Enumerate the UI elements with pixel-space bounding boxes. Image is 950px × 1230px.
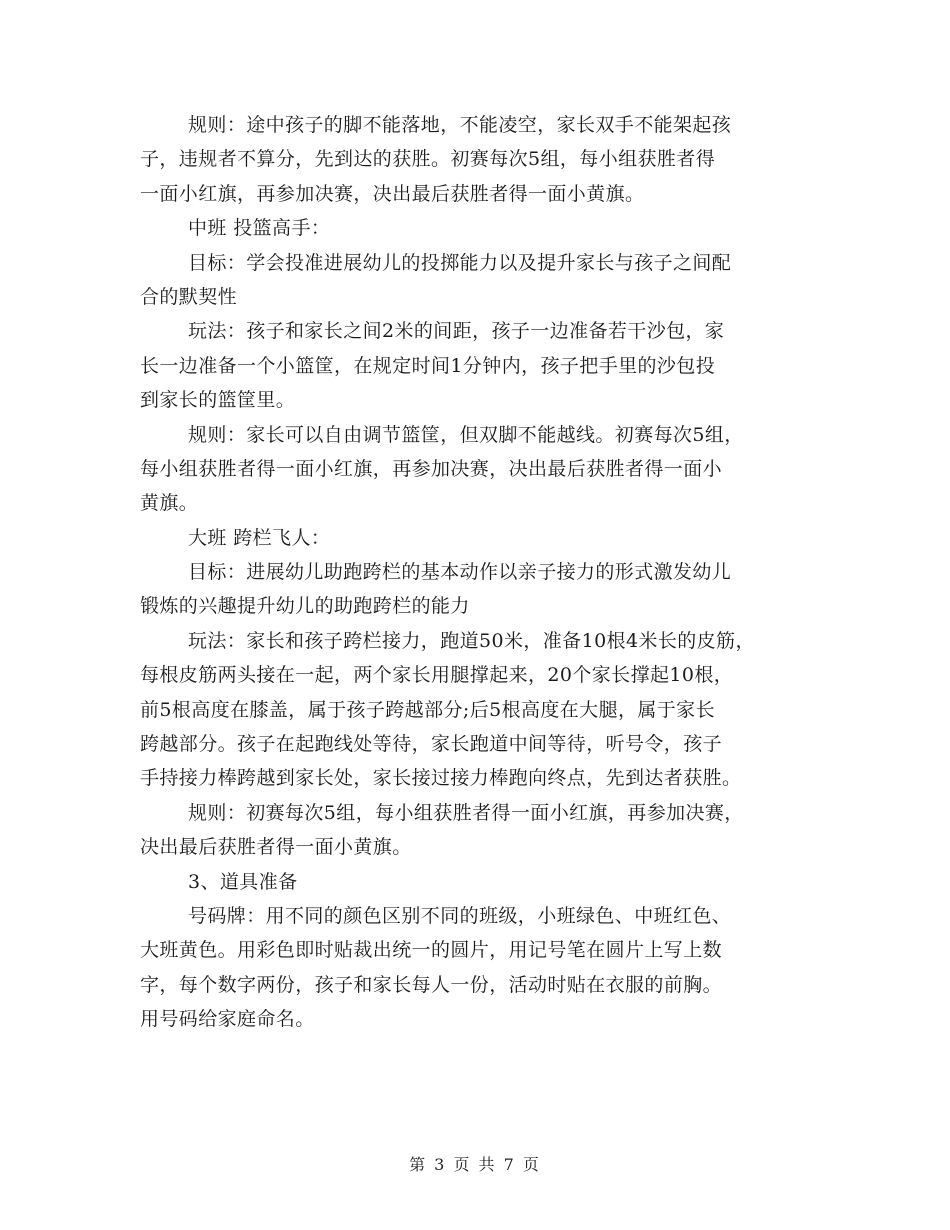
document-body <box>140 108 840 1037</box>
section-heading: 3、道具准备 <box>188 870 298 893</box>
paragraph-line: 每小组获胜者得一面小红旗，再参加决赛，决出最后获胜者得一面小 <box>140 457 723 480</box>
paragraph-line: 目标：学会投准进展幼儿的投掷能力以及提升家长与孩子之间配 <box>188 251 732 274</box>
paragraph-line: 每根皮筋两头接在一起，两个家长用腿撑起来，20个家长撑起10根， <box>140 664 734 687</box>
paragraph-line: 长一边准备一个小篮筐，在规定时间1分钟内，孩子把手里的沙包投 <box>140 354 716 377</box>
page-number-footer: 第 3 页 共 7 页 <box>409 1155 541 1174</box>
paragraph-line: 字，每个数字两份，孩子和家长每人一份，活动时贴在衣服的前胸。 <box>140 973 723 996</box>
paragraph-line: 决出最后获胜者得一面小黄旗。 <box>140 836 412 859</box>
paragraph-line: 手持接力棒跨越到家长处，家长接过接力棒跑向终点，先到达者获胜。 <box>140 767 742 790</box>
paragraph-line: 锻炼的兴趣提升幼儿的助跑跨栏的能力 <box>140 595 470 618</box>
paragraph-line: 目标：进展幼儿助跑跨栏的基本动作以亲子接力的形式激发幼儿 <box>188 561 732 584</box>
paragraph-line: 子，违规者不算分，先到达的获胜。初赛每次5组，每小组获胜者得 <box>140 148 716 171</box>
paragraph-line: 规则：途中孩子的脚不能落地，不能凌空，家长双手不能架起孩 <box>188 114 732 136</box>
paragraph-line: 用号码给家庭命名。 <box>140 1008 315 1031</box>
paragraph-line: 规则：家长可以自由调节篮筐，但双脚不能越线。初赛每次5组， <box>188 423 744 446</box>
paragraph-line: 合的默契性 <box>140 285 238 308</box>
paragraph-line: 黄旗。 <box>140 492 199 515</box>
paragraph-line: 玩法：孩子和家长之间2米的间距，孩子一边准备若干沙包，家 <box>188 320 725 343</box>
paragraph-line: 到家长的篮筐里。 <box>140 389 296 412</box>
paragraph-line: 玩法：家长和孩子跨栏接力，跑道50米，准备10根4米长的皮筋， <box>188 629 755 652</box>
paragraph-line: 跨越部分。孩子在起跑线处等待，家长跑道中间等待，听号令，孩子 <box>140 733 723 756</box>
paragraph-line: 前5根高度在膝盖，属于孩子跨越部分;后5根高度在大腿，属于家长 <box>140 698 715 721</box>
section-heading: 大班 跨栏飞人： <box>188 526 331 549</box>
section-heading: 中班 投篮高手： <box>188 217 331 240</box>
paragraph-line: 规则：初赛每次5组，每小组获胜者得一面小红旗，再参加决赛， <box>188 801 744 824</box>
paragraph-line: 大班黄色。用彩色即时贴裁出统一的圆片，用记号笔在圆片上写上数 <box>140 939 723 962</box>
paragraph-line: 号码牌：用不同的颜色区别不同的班级，小班绿色、中班红色、 <box>188 904 732 927</box>
paragraph-line: 一面小红旗，再参加决赛，决出最后获胜者得一面小黄旗。 <box>140 182 645 205</box>
